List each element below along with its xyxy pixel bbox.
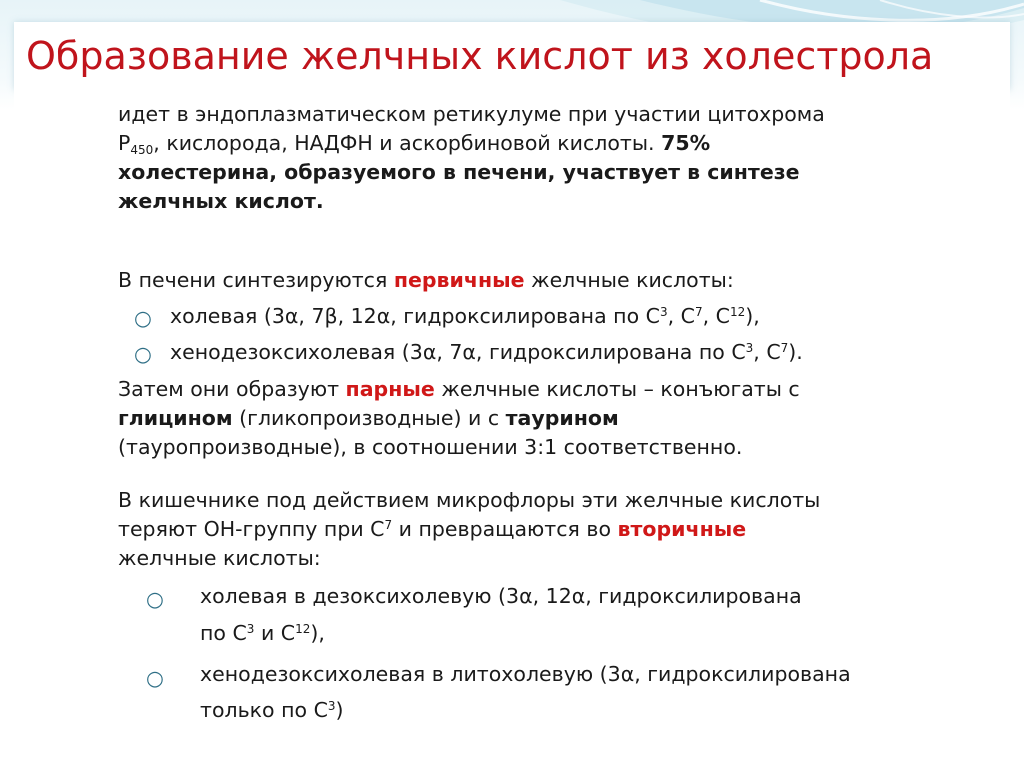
title-box: [14, 22, 1010, 90]
paired-highlight: парные: [345, 377, 435, 401]
item-sup: 3: [327, 699, 336, 713]
secondary-text: теряют ОН-группу при С: [118, 517, 385, 541]
intro-line-4: желчных кислот.: [118, 189, 324, 213]
secondary-item-2-line-2: [200, 696, 344, 725]
intro-text: идет в эндоплазматическом ретикулуме при участии цитохрома: [118, 102, 825, 126]
item-text: ).: [788, 340, 803, 364]
intro-text: Р: [118, 131, 131, 155]
item-text: ),: [745, 304, 760, 328]
secondary-item-1-line-2: [200, 619, 325, 648]
secondary-item-2-line-1: хенодезоксихолевая в литохолевую (3α, гидроксилирована: [200, 662, 851, 686]
paired-text: желчные кислоты – конъюгаты с: [434, 377, 800, 401]
primary-highlight: первичные: [393, 268, 525, 292]
secondary-line-2: [118, 515, 746, 544]
secondary-line-3: желчные кислоты:: [118, 546, 321, 570]
paired-line-3: (тауропроизводные), в соотношении 3:1 соответственно.: [118, 435, 743, 459]
intro-bold-percent: 75%: [661, 131, 711, 155]
secondary-text: и превращаются во: [392, 517, 618, 541]
item-text: , С: [702, 304, 730, 328]
item-text: ),: [310, 621, 325, 645]
item-text: по С: [200, 621, 247, 645]
paired-bold-taurine: таурином: [505, 406, 619, 430]
slide-title: Образование желчных кислот из холестрола: [26, 34, 934, 78]
circle-bullet-icon: ○: [134, 342, 152, 366]
primary-item-2: [170, 338, 803, 367]
primary-text: желчные кислоты:: [524, 268, 734, 292]
item-sup: 3: [246, 622, 255, 636]
primary-text: В печени синтезируются: [118, 268, 394, 292]
secondary-highlight: вторичные: [617, 517, 747, 541]
primary-heading: [118, 266, 734, 295]
item-text: ): [335, 698, 344, 722]
item-text: и С: [254, 621, 296, 645]
intro-line-2: [118, 129, 710, 158]
circle-bullet-icon: ○: [146, 587, 164, 611]
paired-line-2: [118, 404, 619, 433]
item-text: холевая (3α, 7β, 12α, гидроксилирована по С: [170, 304, 660, 328]
item-text: только по С: [200, 698, 328, 722]
circle-bullet-icon: ○: [146, 666, 164, 690]
item-sup: 7: [694, 305, 703, 319]
primary-item-1: [170, 302, 760, 331]
secondary-line-1: В кишечнике под действием микрофлоры эти желчные кислоты: [118, 488, 821, 512]
item-sup: 3: [745, 341, 754, 355]
secondary-sup: 7: [384, 518, 393, 532]
paired-bold-glycine: глицином: [118, 406, 233, 430]
item-text: хенодезоксихолевая (3α, 7α, гидроксилирована по С: [170, 340, 746, 364]
item-sup: 3: [659, 305, 668, 319]
paired-text: (гликопроизводные) и с: [232, 406, 506, 430]
item-text: , С: [753, 340, 781, 364]
intro-line-3: холестерина, образуемого в печени, участвует в синтезе: [118, 160, 800, 184]
intro-subscript: 450: [130, 143, 154, 157]
secondary-item-1-line-1: холевая в дезоксихолевую (3α, 12α, гидроксилирована: [200, 584, 802, 608]
paired-text: Затем они образуют: [118, 377, 346, 401]
item-sup: 12: [295, 622, 311, 636]
intro-text: , кислорода, НАДФН и аскорбиновой кислоты.: [153, 131, 662, 155]
intro-line-1: [118, 100, 825, 129]
circle-bullet-icon: ○: [134, 306, 152, 330]
paired-line-1: [118, 375, 800, 404]
item-sup: 7: [780, 341, 789, 355]
item-text: , С: [667, 304, 695, 328]
item-sup: 12: [729, 305, 746, 319]
